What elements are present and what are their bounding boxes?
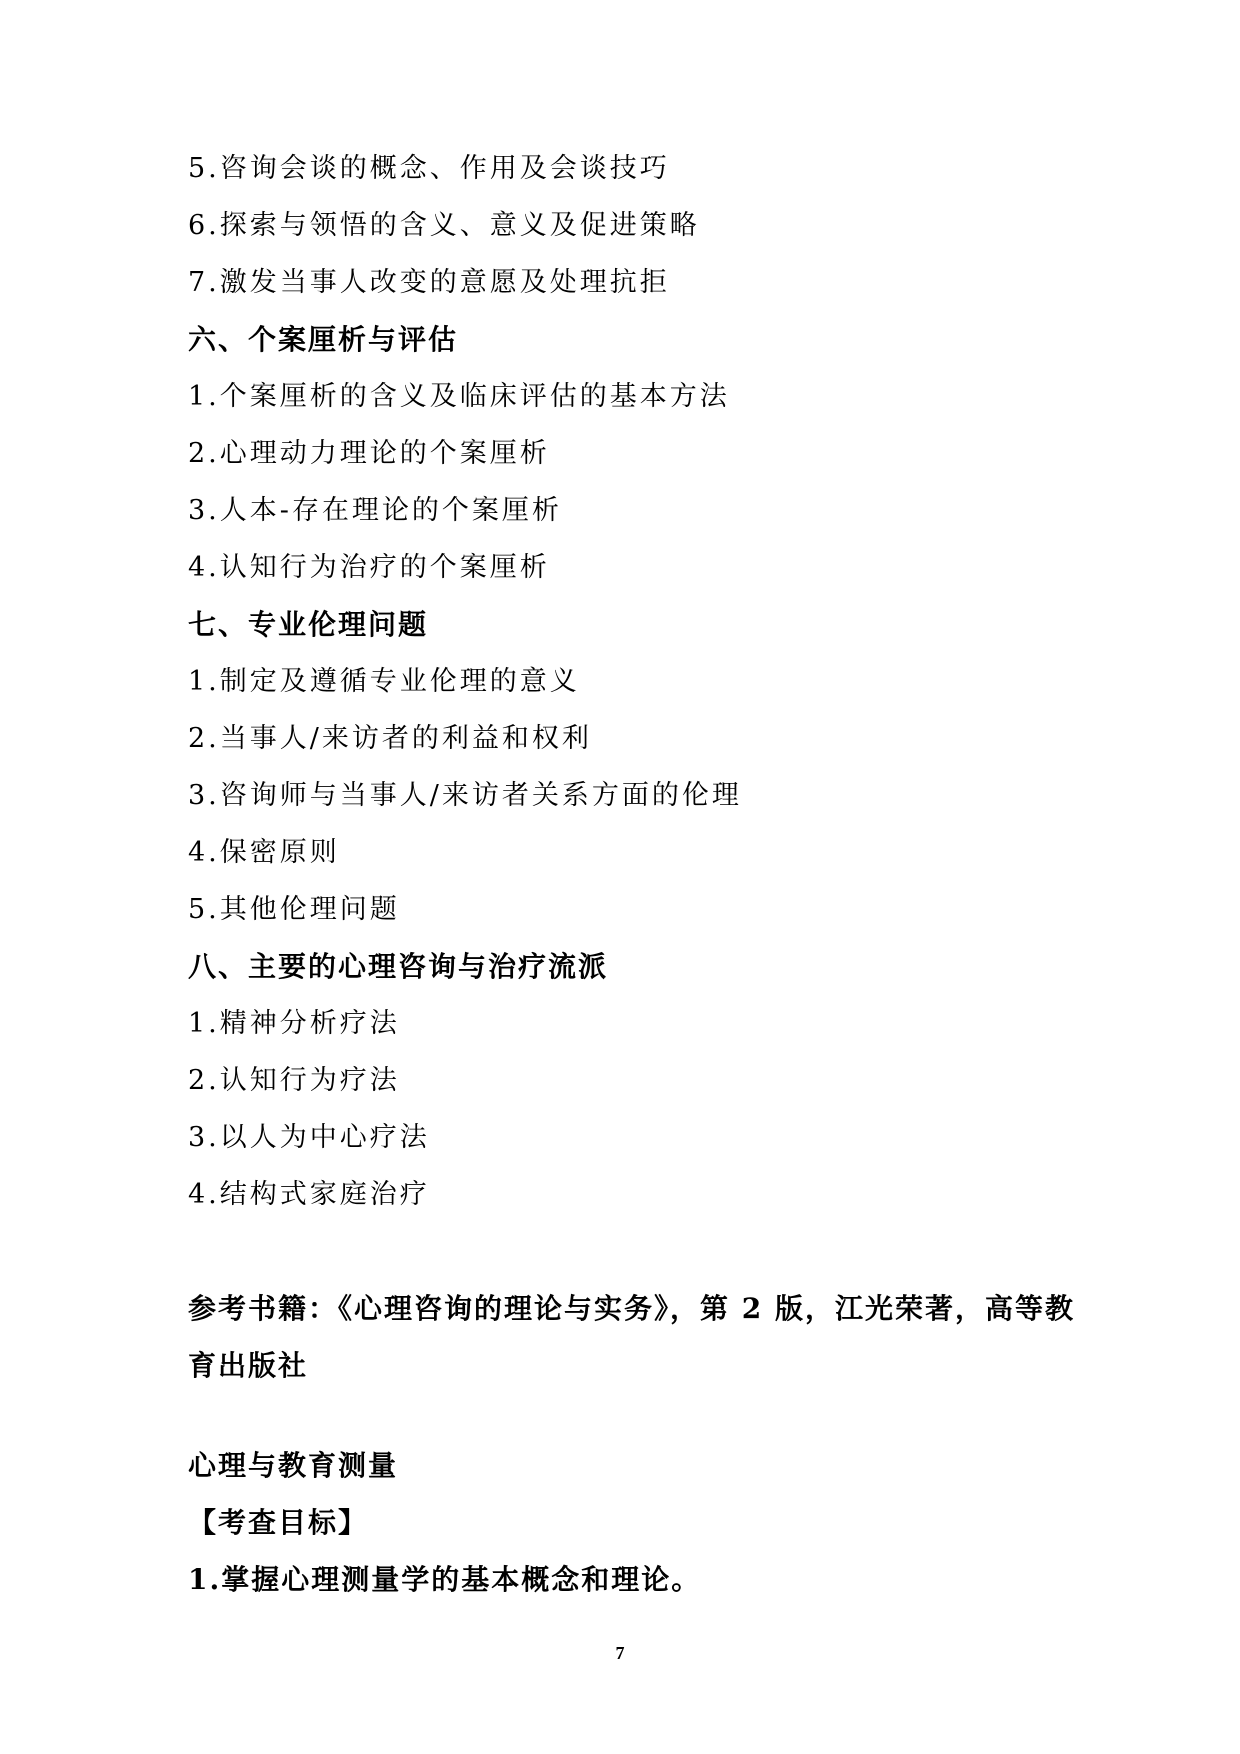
list-item: 1.制定及遵循专业伦理的意义 — [188, 666, 580, 697]
list-item: 1.个案厘析的含义及临床评估的基本方法 — [188, 381, 730, 412]
list-item: 5.其他伦理问题 — [188, 894, 400, 925]
list-item: 6.探索与领悟的含义、意义及促进策略 — [188, 210, 700, 241]
list-item: 4.认知行为治疗的个案厘析 — [188, 552, 550, 583]
objective-item: 1.掌握心理测量学的基本概念和理论。 — [188, 1563, 702, 1596]
list-item: 5.咨询会谈的概念、作用及会谈技巧 — [188, 153, 670, 184]
page-number: 7 — [615, 1643, 625, 1663]
list-item: 4.结构式家庭治疗 — [188, 1179, 430, 1210]
list-item: 4.保密原则 — [188, 837, 340, 868]
reference-line: 育出版社 — [188, 1349, 309, 1382]
list-item: 3.咨询师与当事人/来访者关系方面的伦理 — [188, 780, 742, 811]
reference-line: 参考书籍：《心理咨询的理论与实务》，第 2 版，江光荣著，高等教 — [188, 1292, 1075, 1325]
section-heading: 六、个案厘析与评估 — [188, 323, 459, 356]
list-item: 7.激发当事人改变的意愿及处理抗拒 — [188, 267, 670, 298]
list-item: 2.心理动力理论的个案厘析 — [188, 438, 550, 469]
list-item: 1.精神分析疗法 — [188, 1008, 400, 1039]
course-title: 心理与教育测量 — [188, 1449, 399, 1482]
list-item: 3.以人为中心疗法 — [188, 1122, 430, 1153]
section-heading: 八、主要的心理咨询与治疗流派 — [188, 950, 609, 983]
section-heading: 七、专业伦理问题 — [188, 608, 429, 641]
list-item: 2.认知行为疗法 — [188, 1065, 400, 1096]
list-item: 2.当事人/来访者的利益和权利 — [188, 723, 592, 754]
objective-section-label: 【考查目标】 — [188, 1506, 369, 1539]
list-item: 3.人本-存在理论的个案厘析 — [188, 495, 562, 526]
